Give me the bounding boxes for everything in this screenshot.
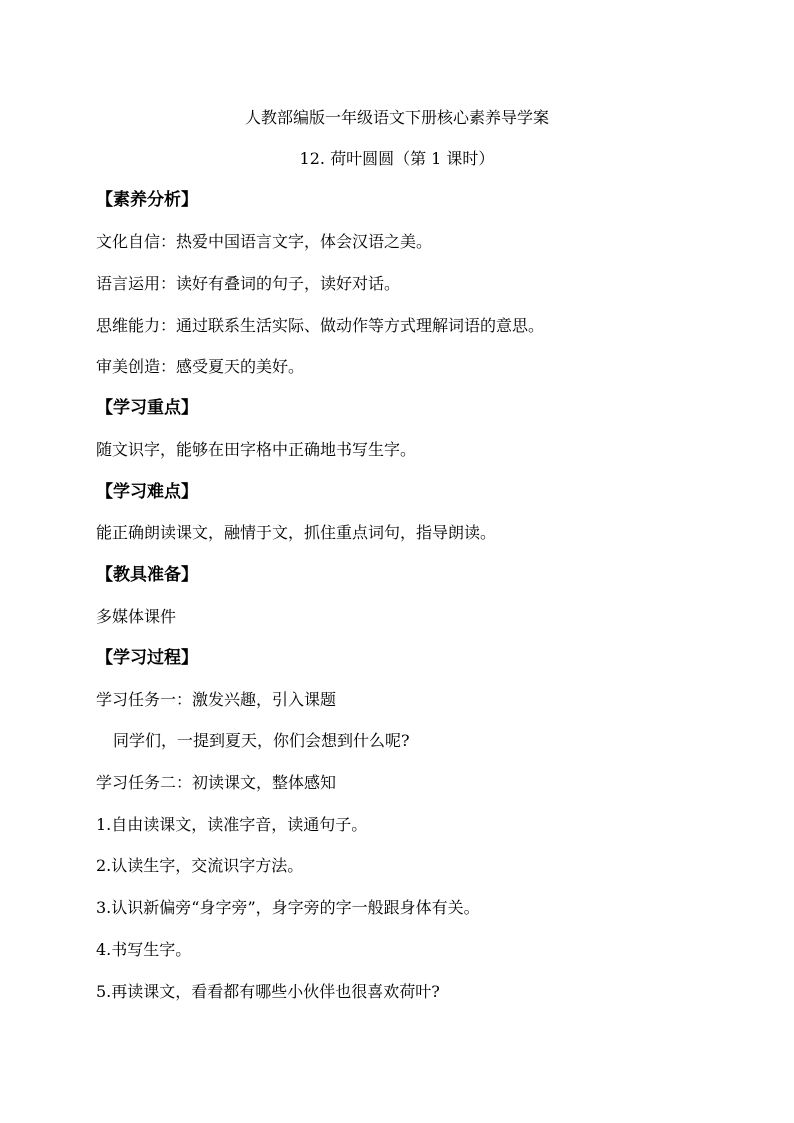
difficulties-line: 能正确朗读课文，融情于文，抓住重点词句，指导朗读。 <box>96 523 497 542</box>
literacy-line-aesthetic: 审美创造：感受夏天的美好。 <box>96 357 305 376</box>
process-step-2: 2.认读生字，交流识字方法。 <box>96 856 304 875</box>
task-one-question: 同学们，一提到夏天，你们会想到什么呢? <box>113 731 410 750</box>
key-points-line: 随文识字，能够在田字格中正确地书写生字。 <box>96 440 417 459</box>
literacy-line-language: 语言运用：读好有叠词的句子，读好对话。 <box>96 274 401 293</box>
heading-materials: 【教具准备】 <box>96 565 198 585</box>
process-step-4: 4.书写生字。 <box>96 940 192 959</box>
literacy-line-culture: 文化自信：热爱中国语言文字，体会汉语之美。 <box>96 232 433 251</box>
process-step-5: 5.再读课文，看看都有哪些小伙伴也很喜欢荷叶? <box>96 982 440 1001</box>
task-one-title: 学习任务一：激发兴趣，引入课题 <box>96 690 337 709</box>
heading-learning-process: 【学习过程】 <box>96 648 198 668</box>
document-title: 人教部编版一年级语文下册核心素养导学案 <box>244 108 549 127</box>
process-step-1: 1.自由读课文，读准字音，读通句子。 <box>96 815 368 834</box>
heading-difficulties: 【学习难点】 <box>96 482 198 502</box>
literacy-line-thinking: 思维能力：通过联系生活实际、做动作等方式理解词语的意思。 <box>96 316 545 335</box>
heading-literacy-analysis: 【素养分析】 <box>96 190 198 210</box>
materials-line: 多媒体课件 <box>96 607 177 626</box>
lesson-subtitle: 12. 荷叶圆圆（第 1 课时） <box>299 149 495 168</box>
task-two-title: 学习任务二：初读课文，整体感知 <box>96 773 337 792</box>
heading-key-points: 【学习重点】 <box>96 398 198 418</box>
process-step-3: 3.认识新偏旁“身字旁”，身字旁的字一般跟身体有关。 <box>96 898 480 917</box>
